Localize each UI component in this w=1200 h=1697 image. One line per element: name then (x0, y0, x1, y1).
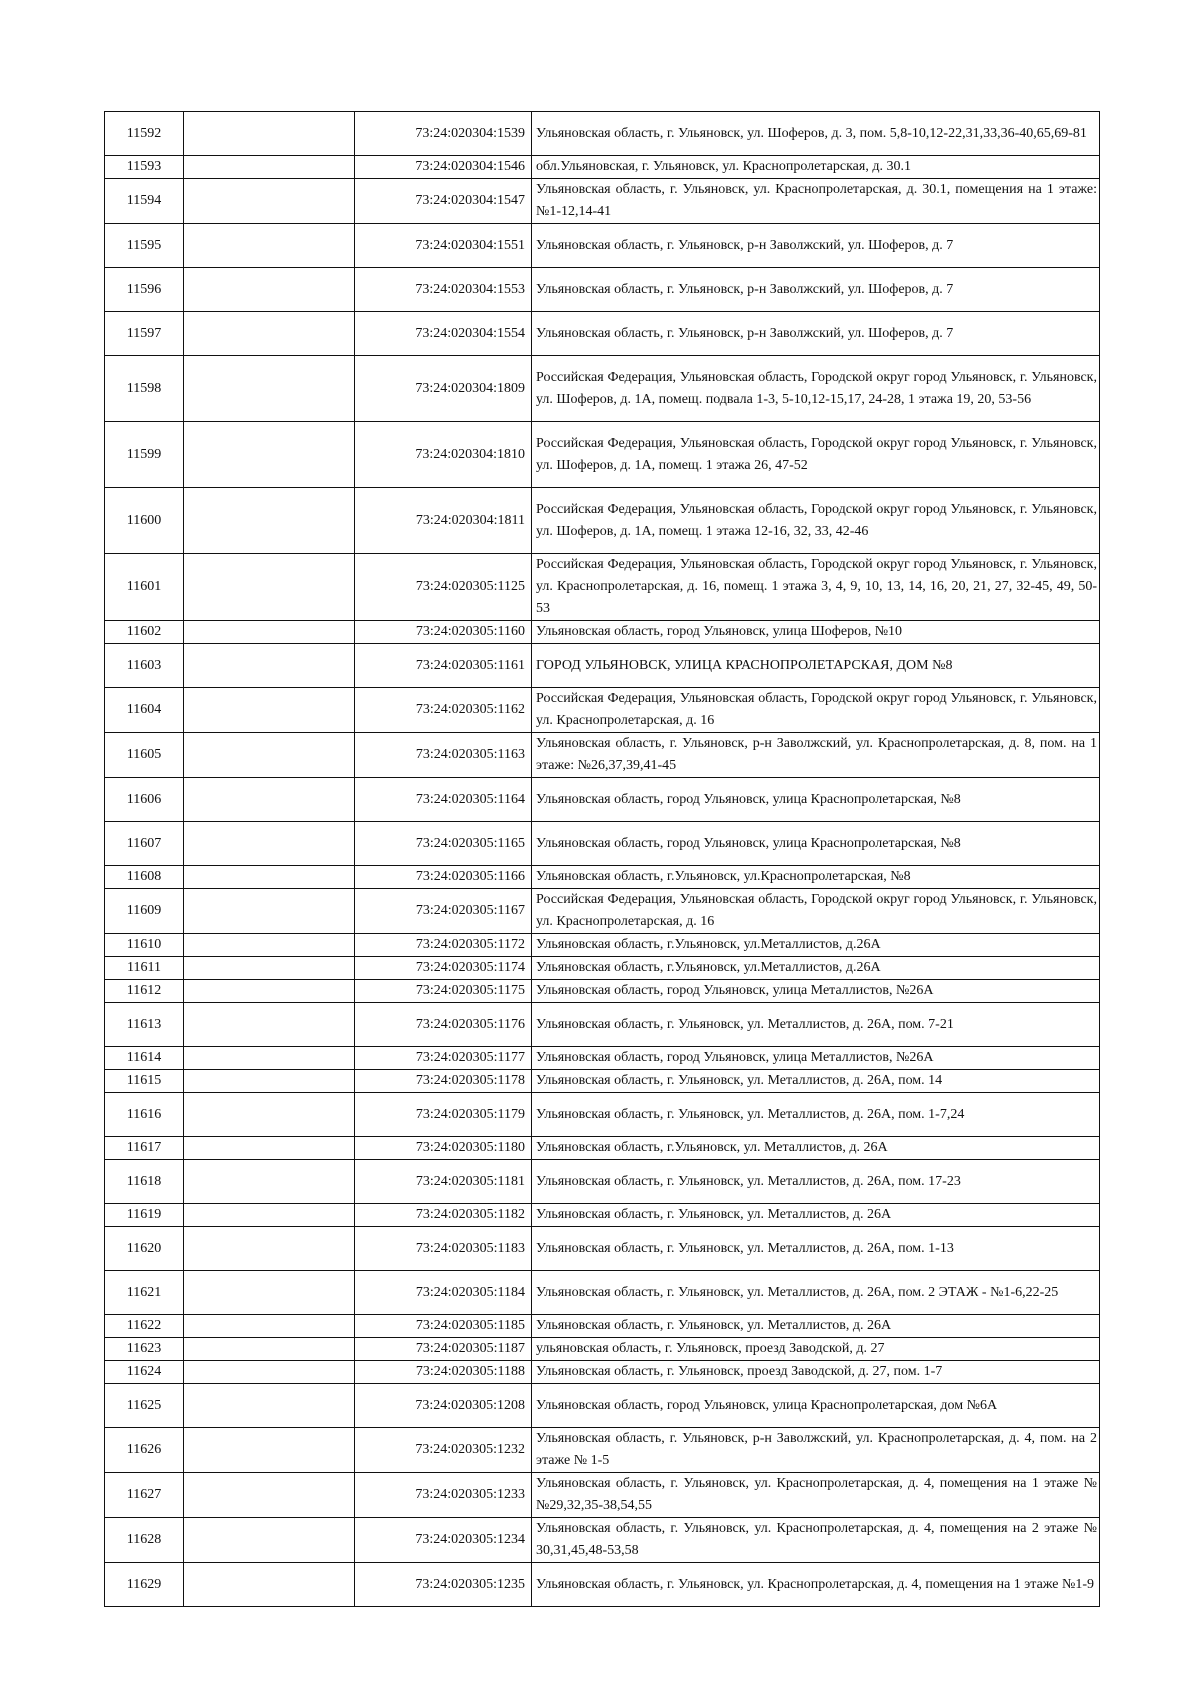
empty-cell (184, 179, 355, 224)
address-cell: Ульяновская область, город Ульяновск, улица Шоферов, №10 (532, 621, 1100, 644)
row-number: 11594 (105, 179, 184, 224)
address-cell: Российская Федерация, Ульяновская область, Городской округ город Ульяновск, г. Ульяновск, ул. Краснопролетарская, д. 16, помещ. 1 этажа 3, 4, 9, 10, 13, 14, 16, 20, 21, 27, 32-45, 49, 50-53 (532, 554, 1100, 621)
address-cell: Ульяновская область, г. Ульяновск, ул. Металлистов, д. 26А, пом. 7-21 (532, 1003, 1100, 1047)
address-cell: Ульяновская область, город Ульяновск, улица Краснопролетарская, №8 (532, 778, 1100, 822)
row-number: 11629 (105, 1563, 184, 1607)
cadastral-number: 73:24:020305:1232 (355, 1428, 532, 1473)
table-row (105, 1227, 1100, 1271)
address-cell: Российская Федерация, Ульяновская область, Городской округ город Ульяновск, г. Ульяновск, ул. Шоферов, д. 1А, помещ. 1 этажа 26, 47-52 (532, 422, 1100, 488)
table-row (105, 1047, 1100, 1070)
address-cell: Ульяновская область, г. Ульяновск, ул. Краснопролетарская, д. 4, помещения на 1 этаже №№29,32,35-38,54,55 (532, 1473, 1100, 1518)
address-cell: ульяновская область, г. Ульяновск, проезд Заводской, д. 27 (532, 1338, 1100, 1361)
table-row (105, 733, 1100, 778)
table-row (105, 621, 1100, 644)
cadastral-number: 73:24:020304:1811 (355, 488, 532, 554)
table-row (105, 112, 1100, 156)
cadastral-number: 73:24:020305:1125 (355, 554, 532, 621)
row-number: 11616 (105, 1093, 184, 1137)
empty-cell (184, 1047, 355, 1070)
row-number: 11592 (105, 112, 184, 156)
table-row (105, 980, 1100, 1003)
address-cell: Ульяновская область, г.Ульяновск, ул.Металлистов, д.26А (532, 957, 1100, 980)
cadastral-number: 73:24:020305:1179 (355, 1093, 532, 1137)
cadastral-number: 73:24:020304:1553 (355, 268, 532, 312)
empty-cell (184, 621, 355, 644)
empty-cell (184, 1003, 355, 1047)
table-row (105, 224, 1100, 268)
empty-cell (184, 422, 355, 488)
empty-cell (184, 866, 355, 889)
table-row (105, 1093, 1100, 1137)
row-number: 11621 (105, 1271, 184, 1315)
row-number: 11623 (105, 1338, 184, 1361)
table-row (105, 1137, 1100, 1160)
address-cell: Ульяновская область, город Ульяновск, улица Краснопролетарская, дом №6А (532, 1384, 1100, 1428)
table-row (105, 312, 1100, 356)
empty-cell (184, 934, 355, 957)
table-row (105, 644, 1100, 688)
row-number: 11628 (105, 1518, 184, 1563)
table-row (105, 1563, 1100, 1607)
cadastral-number: 73:24:020305:1172 (355, 934, 532, 957)
row-number: 11606 (105, 778, 184, 822)
table-row (105, 1518, 1100, 1563)
empty-cell (184, 778, 355, 822)
table-row (105, 179, 1100, 224)
cadastral-number: 73:24:020305:1164 (355, 778, 532, 822)
cadastral-number: 73:24:020305:1183 (355, 1227, 532, 1271)
table-row (105, 1428, 1100, 1473)
empty-cell (184, 112, 355, 156)
table-row (105, 1384, 1100, 1428)
cadastral-number: 73:24:020305:1187 (355, 1338, 532, 1361)
empty-cell (184, 1227, 355, 1271)
empty-cell (184, 688, 355, 733)
empty-cell (184, 1315, 355, 1338)
address-cell: Ульяновская область, г. Ульяновск, ул. Металлистов, д. 26А (532, 1204, 1100, 1227)
cadastral-number: 73:24:020305:1167 (355, 889, 532, 934)
empty-cell (184, 312, 355, 356)
table-row (105, 1070, 1100, 1093)
row-number: 11609 (105, 889, 184, 934)
empty-cell (184, 1518, 355, 1563)
row-number: 11611 (105, 957, 184, 980)
empty-cell (184, 1361, 355, 1384)
row-number: 11626 (105, 1428, 184, 1473)
cadastral-number: 73:24:020305:1185 (355, 1315, 532, 1338)
empty-cell (184, 156, 355, 179)
address-cell: Ульяновская область, город Ульяновск, улица Краснопролетарская, №8 (532, 822, 1100, 866)
row-number: 11600 (105, 488, 184, 554)
row-number: 11620 (105, 1227, 184, 1271)
address-cell: Ульяновская область, г. Ульяновск, ул. Краснопролетарская, д. 4, помещения на 1 этаже №1-9 (532, 1563, 1100, 1607)
table-row (105, 889, 1100, 934)
address-cell: Ульяновская область, г. Ульяновск, р-н Заволжский, ул. Краснопролетарская, д. 4, пом. на 2 этаже № 1-5 (532, 1428, 1100, 1473)
cadastral-number: 73:24:020305:1162 (355, 688, 532, 733)
empty-cell (184, 1137, 355, 1160)
row-number: 11595 (105, 224, 184, 268)
empty-cell (184, 1338, 355, 1361)
row-number: 11613 (105, 1003, 184, 1047)
row-number: 11624 (105, 1361, 184, 1384)
cadastral-number: 73:24:020305:1235 (355, 1563, 532, 1607)
address-cell: Ульяновская область, г. Ульяновск, ул. Краснопролетарская, д. 4, помещения на 2 этаже № 30,31,45,48-53,58 (532, 1518, 1100, 1563)
address-cell: Ульяновская область, г. Ульяновск, ул. Металлистов, д. 26А, пом. 1-7,24 (532, 1093, 1100, 1137)
empty-cell (184, 1204, 355, 1227)
cadastral-number: 73:24:020304:1554 (355, 312, 532, 356)
table-row (105, 866, 1100, 889)
address-cell: Ульяновская область, г. Ульяновск, ул. Металлистов, д. 26А (532, 1315, 1100, 1338)
cadastral-number: 73:24:020305:1181 (355, 1160, 532, 1204)
empty-cell (184, 1160, 355, 1204)
table-body (105, 112, 1100, 1607)
empty-cell (184, 1563, 355, 1607)
empty-cell (184, 980, 355, 1003)
address-cell: Ульяновская область, г. Ульяновск, ул. Металлистов, д. 26А, пом. 14 (532, 1070, 1100, 1093)
cadastral-number: 73:24:020305:1161 (355, 644, 532, 688)
empty-cell (184, 822, 355, 866)
cadastral-number: 73:24:020305:1166 (355, 866, 532, 889)
row-number: 11603 (105, 644, 184, 688)
cadastral-number: 73:24:020305:1174 (355, 957, 532, 980)
table-row (105, 688, 1100, 733)
address-cell: Ульяновская область, г. Ульяновск, р-н Заволжский, ул. Шоферов, д. 7 (532, 268, 1100, 312)
cadastral-number: 73:24:020305:1188 (355, 1361, 532, 1384)
table-row (105, 822, 1100, 866)
cadastral-number: 73:24:020304:1810 (355, 422, 532, 488)
address-cell: Ульяновская область, г.Ульяновск, ул.Краснопролетарская, №8 (532, 866, 1100, 889)
cadastral-number: 73:24:020304:1546 (355, 156, 532, 179)
empty-cell (184, 644, 355, 688)
row-number: 11607 (105, 822, 184, 866)
row-number: 11619 (105, 1204, 184, 1227)
cadastral-number: 73:24:020305:1182 (355, 1204, 532, 1227)
row-number: 11598 (105, 356, 184, 422)
table-row (105, 1315, 1100, 1338)
table-row (105, 488, 1100, 554)
cadastral-number: 73:24:020305:1175 (355, 980, 532, 1003)
empty-cell (184, 488, 355, 554)
row-number: 11602 (105, 621, 184, 644)
table-row (105, 554, 1100, 621)
row-number: 11618 (105, 1160, 184, 1204)
cadastral-number: 73:24:020305:1177 (355, 1047, 532, 1070)
empty-cell (184, 268, 355, 312)
table-row (105, 268, 1100, 312)
empty-cell (184, 1473, 355, 1518)
row-number: 11612 (105, 980, 184, 1003)
table-row (105, 1338, 1100, 1361)
address-cell: Ульяновская область, г. Ульяновск, р-н Заволжский, ул. Краснопролетарская, д. 8, пом. на 1 этаже: №26,37,39,41-45 (532, 733, 1100, 778)
empty-cell (184, 1384, 355, 1428)
address-cell: Российская Федерация, Ульяновская область, Городской округ город Ульяновск, г. Ульяновск, ул. Краснопролетарская, д. 16 (532, 688, 1100, 733)
empty-cell (184, 224, 355, 268)
row-number: 11599 (105, 422, 184, 488)
row-number: 11617 (105, 1137, 184, 1160)
cadastral-number: 73:24:020305:1163 (355, 733, 532, 778)
row-number: 11625 (105, 1384, 184, 1428)
row-number: 11604 (105, 688, 184, 733)
row-number: 11627 (105, 1473, 184, 1518)
cadastral-number: 73:24:020304:1547 (355, 179, 532, 224)
row-number: 11610 (105, 934, 184, 957)
address-cell: Ульяновская область, город Ульяновск, улица Металлистов, №26А (532, 1047, 1100, 1070)
address-cell: Российская Федерация, Ульяновская область, Городской округ город Ульяновск, г. Ульяновск, ул. Шоферов, д. 1А, помещ. 1 этажа 12-16, 32, 33, 42-46 (532, 488, 1100, 554)
address-cell: ГОРОД УЛЬЯНОВСК, УЛИЦА КРАСНОПРОЛЕТАРСКАЯ, ДОМ №8 (532, 644, 1100, 688)
table-row (105, 1204, 1100, 1227)
address-cell: Ульяновская область, г.Ульяновск, ул. Металлистов, д. 26А (532, 1137, 1100, 1160)
cadastral-number: 73:24:020304:1539 (355, 112, 532, 156)
address-cell: Ульяновская область, г.Ульяновск, ул.Металлистов, д.26А (532, 934, 1100, 957)
cadastral-number: 73:24:020304:1809 (355, 356, 532, 422)
row-number: 11596 (105, 268, 184, 312)
table-row (105, 957, 1100, 980)
empty-cell (184, 957, 355, 980)
cadastral-number: 73:24:020305:1180 (355, 1137, 532, 1160)
table-row (105, 778, 1100, 822)
table-row (105, 1271, 1100, 1315)
address-cell: Ульяновская область, г. Ульяновск, р-н Заволжский, ул. Шоферов, д. 7 (532, 224, 1100, 268)
address-cell: Российская Федерация, Ульяновская область, Городской округ город Ульяновск, г. Ульяновск, ул. Шоферов, д. 1А, помещ. подвала 1-3, 5-10,12-15,17, 24-28, 1 этажа 19, 20, 53-56 (532, 356, 1100, 422)
address-cell: Ульяновская область, г. Ульяновск, ул. Металлистов, д. 26А, пом. 17-23 (532, 1160, 1100, 1204)
cadastral-number: 73:24:020305:1178 (355, 1070, 532, 1093)
table-row (105, 422, 1100, 488)
cadastral-number: 73:24:020305:1160 (355, 621, 532, 644)
address-cell: обл.Ульяновская, г. Ульяновск, ул. Краснопролетарская, д. 30.1 (532, 156, 1100, 179)
address-cell: Ульяновская область, г. Ульяновск, ул. Металлистов, д. 26А, пом. 2 ЭТАЖ - №1-6,22-25 (532, 1271, 1100, 1315)
table-row (105, 156, 1100, 179)
empty-cell (184, 1271, 355, 1315)
cadastral-number: 73:24:020305:1165 (355, 822, 532, 866)
address-cell: Ульяновская область, г. Ульяновск, р-н Заволжский, ул. Шоферов, д. 7 (532, 312, 1100, 356)
row-number: 11601 (105, 554, 184, 621)
empty-cell (184, 733, 355, 778)
row-number: 11622 (105, 1315, 184, 1338)
address-cell: Ульяновская область, город Ульяновск, улица Металлистов, №26А (532, 980, 1100, 1003)
table-row (105, 934, 1100, 957)
empty-cell (184, 1428, 355, 1473)
address-cell: Ульяновская область, г. Ульяновск, проезд Заводской, д. 27, пом. 1-7 (532, 1361, 1100, 1384)
registry-table (104, 111, 1100, 1607)
cadastral-number: 73:24:020305:1234 (355, 1518, 532, 1563)
cadastral-number: 73:24:020305:1176 (355, 1003, 532, 1047)
table-row (105, 1003, 1100, 1047)
row-number: 11593 (105, 156, 184, 179)
row-number: 11608 (105, 866, 184, 889)
row-number: 11597 (105, 312, 184, 356)
empty-cell (184, 889, 355, 934)
address-cell: Ульяновская область, г. Ульяновск, ул. Металлистов, д. 26А, пом. 1-13 (532, 1227, 1100, 1271)
table-row (105, 1473, 1100, 1518)
address-cell: Ульяновская область, г. Ульяновск, ул. Краснопролетарская, д. 30.1, помещения на 1 этаже:№1-12,14-41 (532, 179, 1100, 224)
cadastral-number: 73:24:020305:1233 (355, 1473, 532, 1518)
empty-cell (184, 356, 355, 422)
row-number: 11615 (105, 1070, 184, 1093)
empty-cell (184, 1070, 355, 1093)
row-number: 11614 (105, 1047, 184, 1070)
empty-cell (184, 1093, 355, 1137)
cadastral-number: 73:24:020305:1208 (355, 1384, 532, 1428)
table-row (105, 1361, 1100, 1384)
address-cell: Российская Федерация, Ульяновская область, Городской округ город Ульяновск, г. Ульяновск, ул. Краснопролетарская, д. 16 (532, 889, 1100, 934)
address-cell: Ульяновская область, г. Ульяновск, ул. Шоферов, д. 3, пом. 5,8-10,12-22,31,33,36-40,65,69-81 (532, 112, 1100, 156)
row-number: 11605 (105, 733, 184, 778)
empty-cell (184, 554, 355, 621)
table-row (105, 356, 1100, 422)
table-row (105, 1160, 1100, 1204)
cadastral-number: 73:24:020304:1551 (355, 224, 532, 268)
cadastral-number: 73:24:020305:1184 (355, 1271, 532, 1315)
